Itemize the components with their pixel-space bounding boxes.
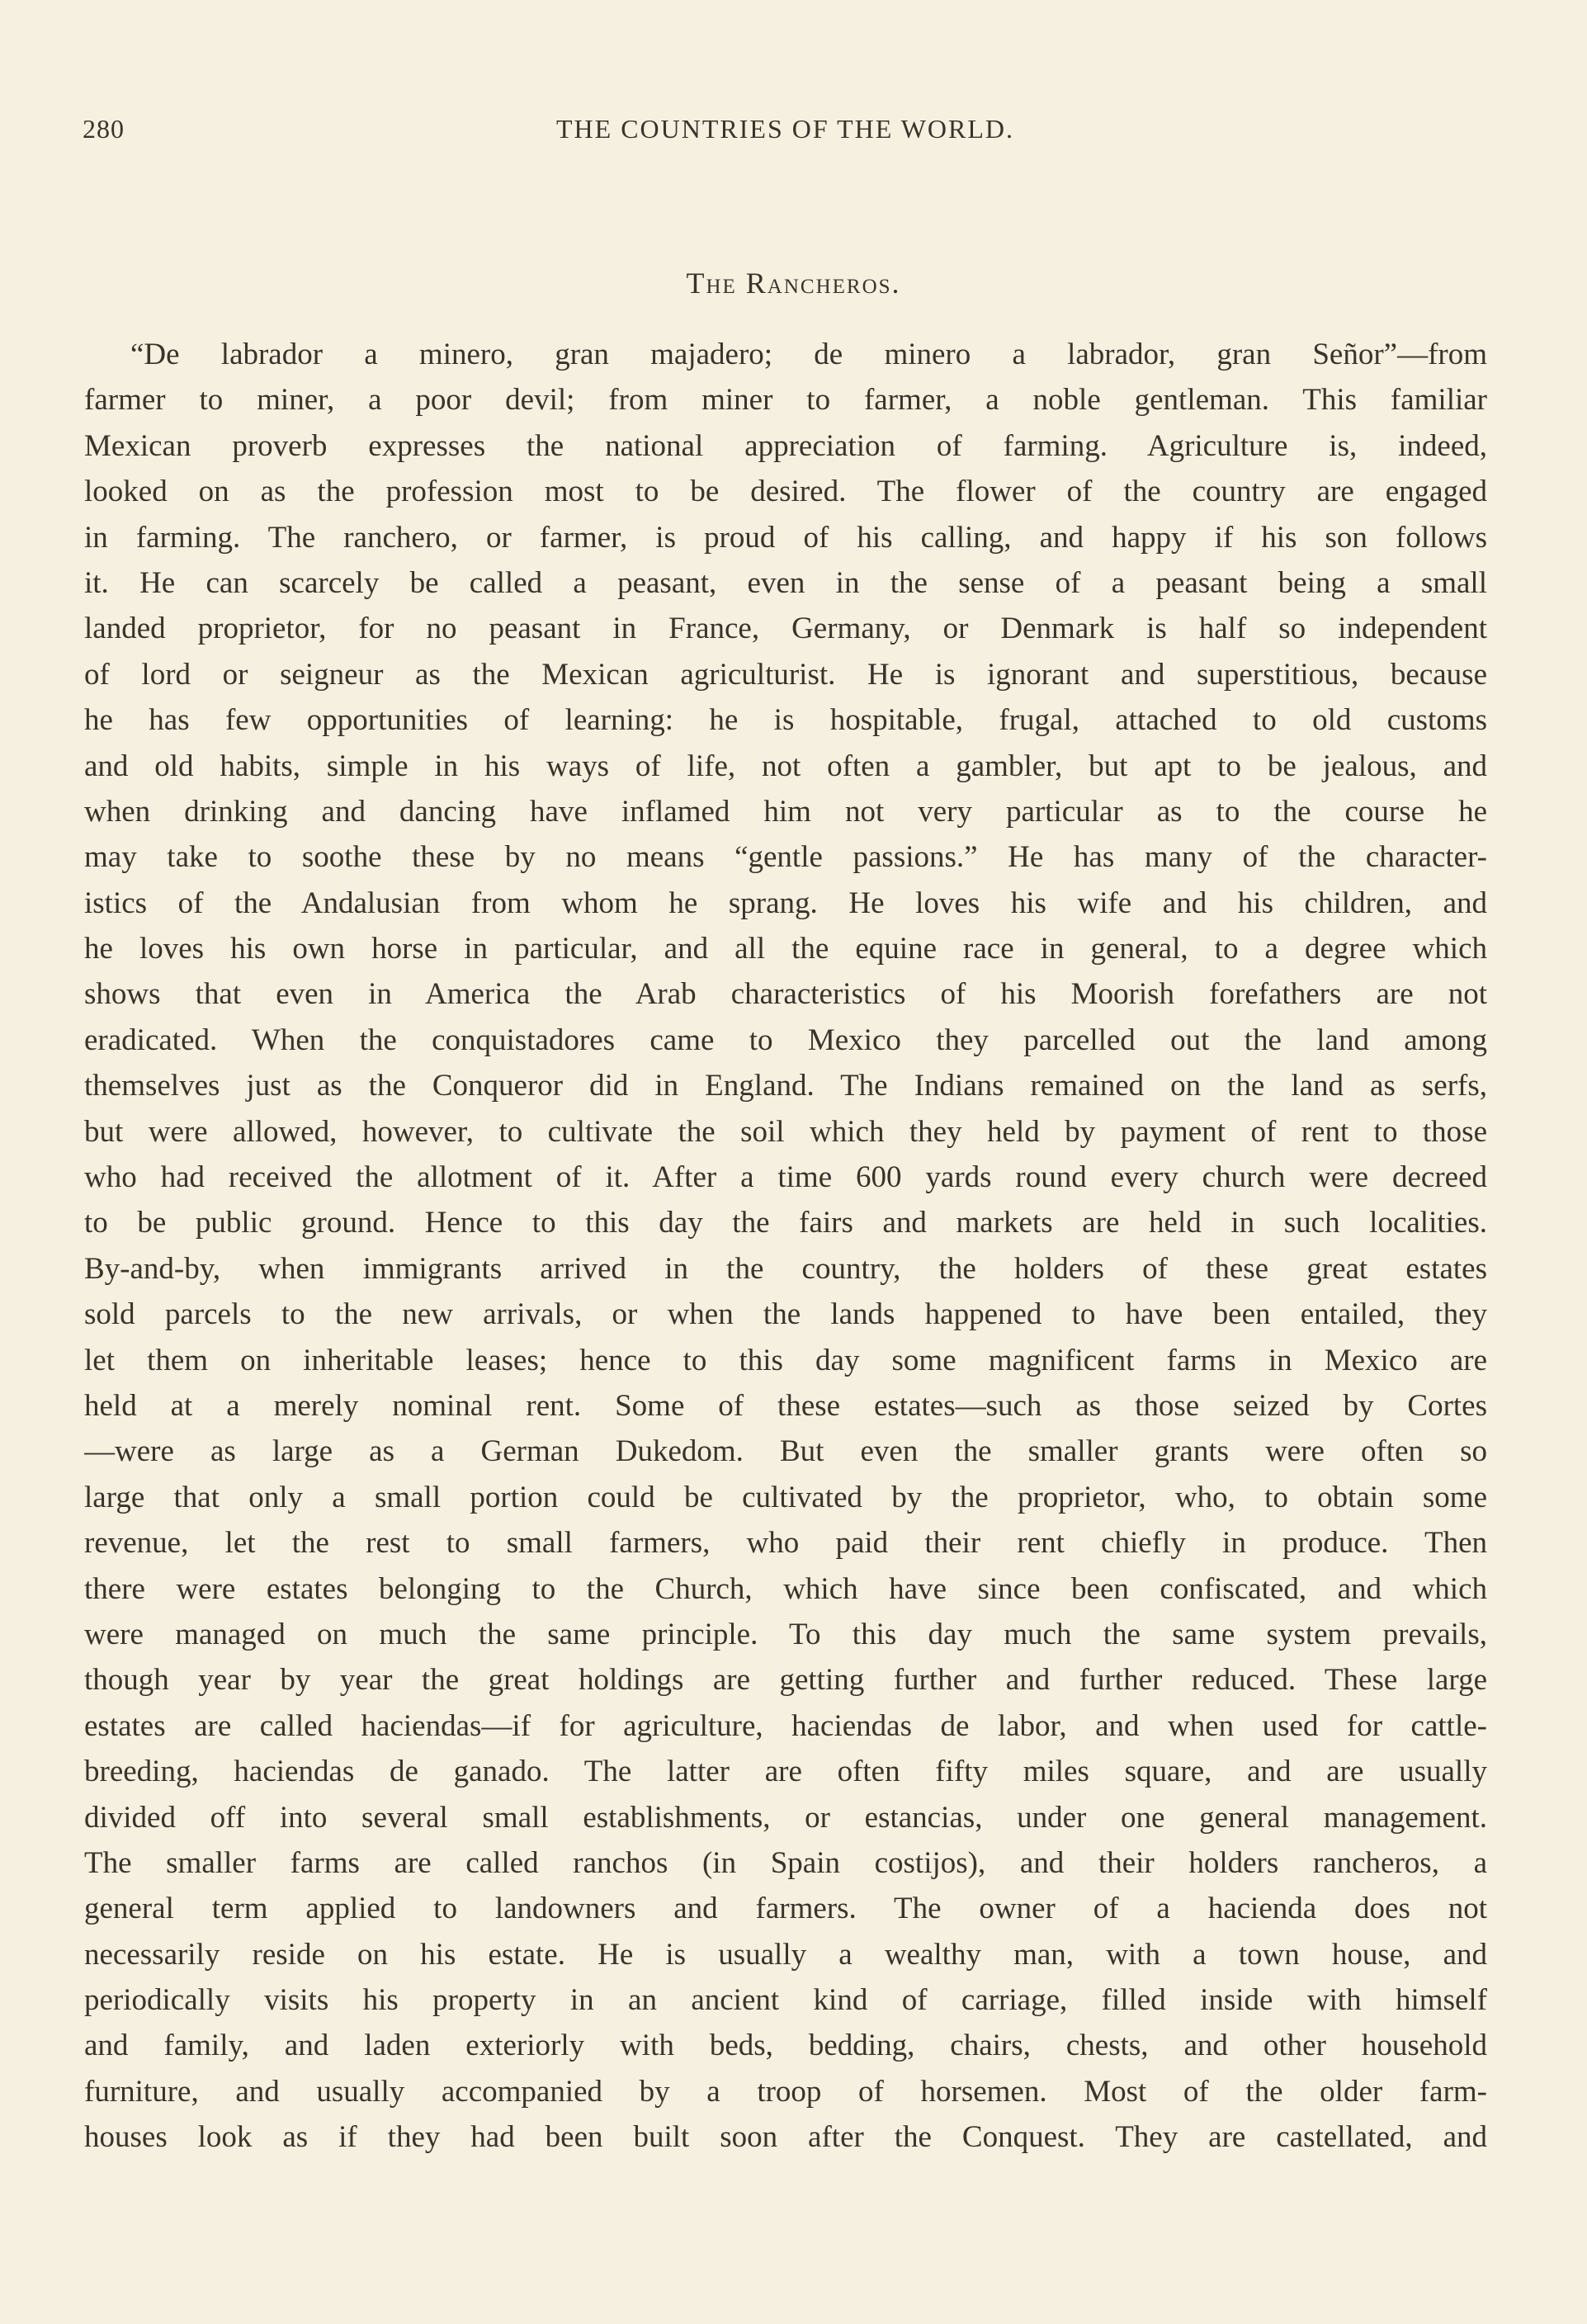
text-line: held at a merely nominal rent. Some of these estates—such as those seized by Cortes bbox=[84, 1388, 1487, 1423]
text-line: breeding, haciendas de ganado. The latter are often fifty miles square, and are usually bbox=[84, 1755, 1487, 1789]
page-number: 280 bbox=[83, 114, 125, 144]
running-title: THE COUNTRIES OF THE WORLD. bbox=[555, 114, 1015, 144]
text-line: “De labrador a minero, gran majadero; de minero a labrador, gran Señor”—from bbox=[130, 338, 1487, 371]
text-line: sold parcels to the new arrivals, or when the lands happened to have been entailed, they bbox=[84, 1297, 1487, 1332]
section-title: The Rancheros. bbox=[686, 267, 901, 300]
text-line: there were estates belonging to the Church, which have since been confiscated, and which bbox=[84, 1571, 1487, 1606]
text-line: to be public ground. Hence to this day the fairs and markets are held in such localities. bbox=[84, 1206, 1487, 1240]
text-line: landed proprietor, for no peasant in France, Germany, or Denmark is half so independent bbox=[84, 612, 1487, 646]
text-line: themselves just as the Conqueror did in England. The Indians remained on the land as serfs, bbox=[84, 1069, 1487, 1103]
text-line: though year by year the great holdings are getting further and further reduced. These large bbox=[84, 1663, 1487, 1698]
text-line: revenue, let the rest to small farmers, who paid their rent chiefly in produce. Then bbox=[84, 1526, 1487, 1561]
text-line: general term applied to landowners and farmers. The owner of a hacienda does not bbox=[84, 1892, 1487, 1926]
text-line: estates are called haciendas—if for agriculture, haciendas de labor, and when used for cattle- bbox=[84, 1708, 1487, 1743]
text-line: shows that even in America the Arab characteristics of his Moorish forefathers are not bbox=[84, 977, 1487, 1012]
text-line: By-and-by, when immigrants arrived in the country, the holders of these great estates bbox=[84, 1251, 1487, 1286]
page-header bbox=[83, 114, 1488, 150]
text-line: were managed on much the same principle. To this day much the same system prevails, bbox=[84, 1617, 1487, 1651]
text-line: necessarily reside on his estate. He is usually a wealthy man, with a town house, and bbox=[84, 1937, 1487, 1972]
text-line: periodically visits his property in an ancient kind of carriage, filled inside with himself bbox=[84, 1983, 1487, 2018]
text-line: —were as large as a German Dukedom. But even the smaller grants were often so bbox=[84, 1434, 1487, 1469]
text-line: who had received the allotment of it. After a time 600 yards round every church were decreed bbox=[84, 1160, 1487, 1195]
text-line: Mexican proverb expresses the national appreciation of farming. Agriculture is, indeed, bbox=[84, 428, 1487, 463]
text-line: in farming. The ranchero, or farmer, is proud of his calling, and happy if his son follows bbox=[84, 520, 1487, 555]
text-line: of lord or seigneur as the Mexican agriculturist. He is ignorant and superstitious, because bbox=[84, 657, 1487, 692]
text-line: he has few opportunities of learning: he is hospitable, frugal, attached to old customs bbox=[84, 703, 1487, 738]
text-line: when drinking and dancing have inflamed him not very particular as to the course he bbox=[84, 794, 1487, 829]
text-line: he loves his own horse in particular, and all the equine race in general, to a degree which bbox=[84, 932, 1487, 966]
text-line: The smaller farms are called ranchos (in Spain costijos), and their holders rancheros, a bbox=[84, 1845, 1487, 1880]
text-line: but were allowed, however, to cultivate the soil which they held by payment of rent to those bbox=[84, 1114, 1487, 1149]
text-line: and family, and laden exteriorly with beds, bedding, chairs, chests, and other household bbox=[84, 2029, 1487, 2063]
text-line: houses look as if they had been built soon after the Conquest. They are castellated, and bbox=[84, 2120, 1487, 2155]
text-line: eradicated. When the conquistadores came to Mexico they parcelled out the land among bbox=[84, 1023, 1487, 1057]
text-line: looked on as the profession most to be desired. The flower of the country are engaged bbox=[84, 475, 1487, 509]
text-line: may take to soothe these by no means “gentle passions.” He has many of the character- bbox=[84, 840, 1487, 875]
text-line: furniture, and usually accompanied by a troop of horsemen. Most of the older farm- bbox=[84, 2074, 1487, 2109]
text-line: it. He can scarcely be called a peasant, even in the sense of a peasant being a small bbox=[84, 565, 1487, 600]
body-text bbox=[84, 332, 1487, 2161]
text-line: large that only a small portion could be cultivated by the proprietor, who, to obtain some bbox=[84, 1480, 1487, 1514]
text-line: farmer to miner, a poor devil; from miner to farmer, a noble gentleman. This familiar bbox=[84, 383, 1487, 418]
text-line: and old habits, simple in his ways of life, not often a gambler, but apt to be jealous, and bbox=[84, 749, 1487, 783]
text-line: istics of the Andalusian from whom he sprang. He loves his wife and his children, and bbox=[84, 886, 1487, 920]
text-line: divided off into several small establishments, or estancias, under one general management. bbox=[84, 1800, 1487, 1835]
text-line: let them on inheritable leases; hence to this day some magnificent farms in Mexico are bbox=[84, 1343, 1487, 1377]
